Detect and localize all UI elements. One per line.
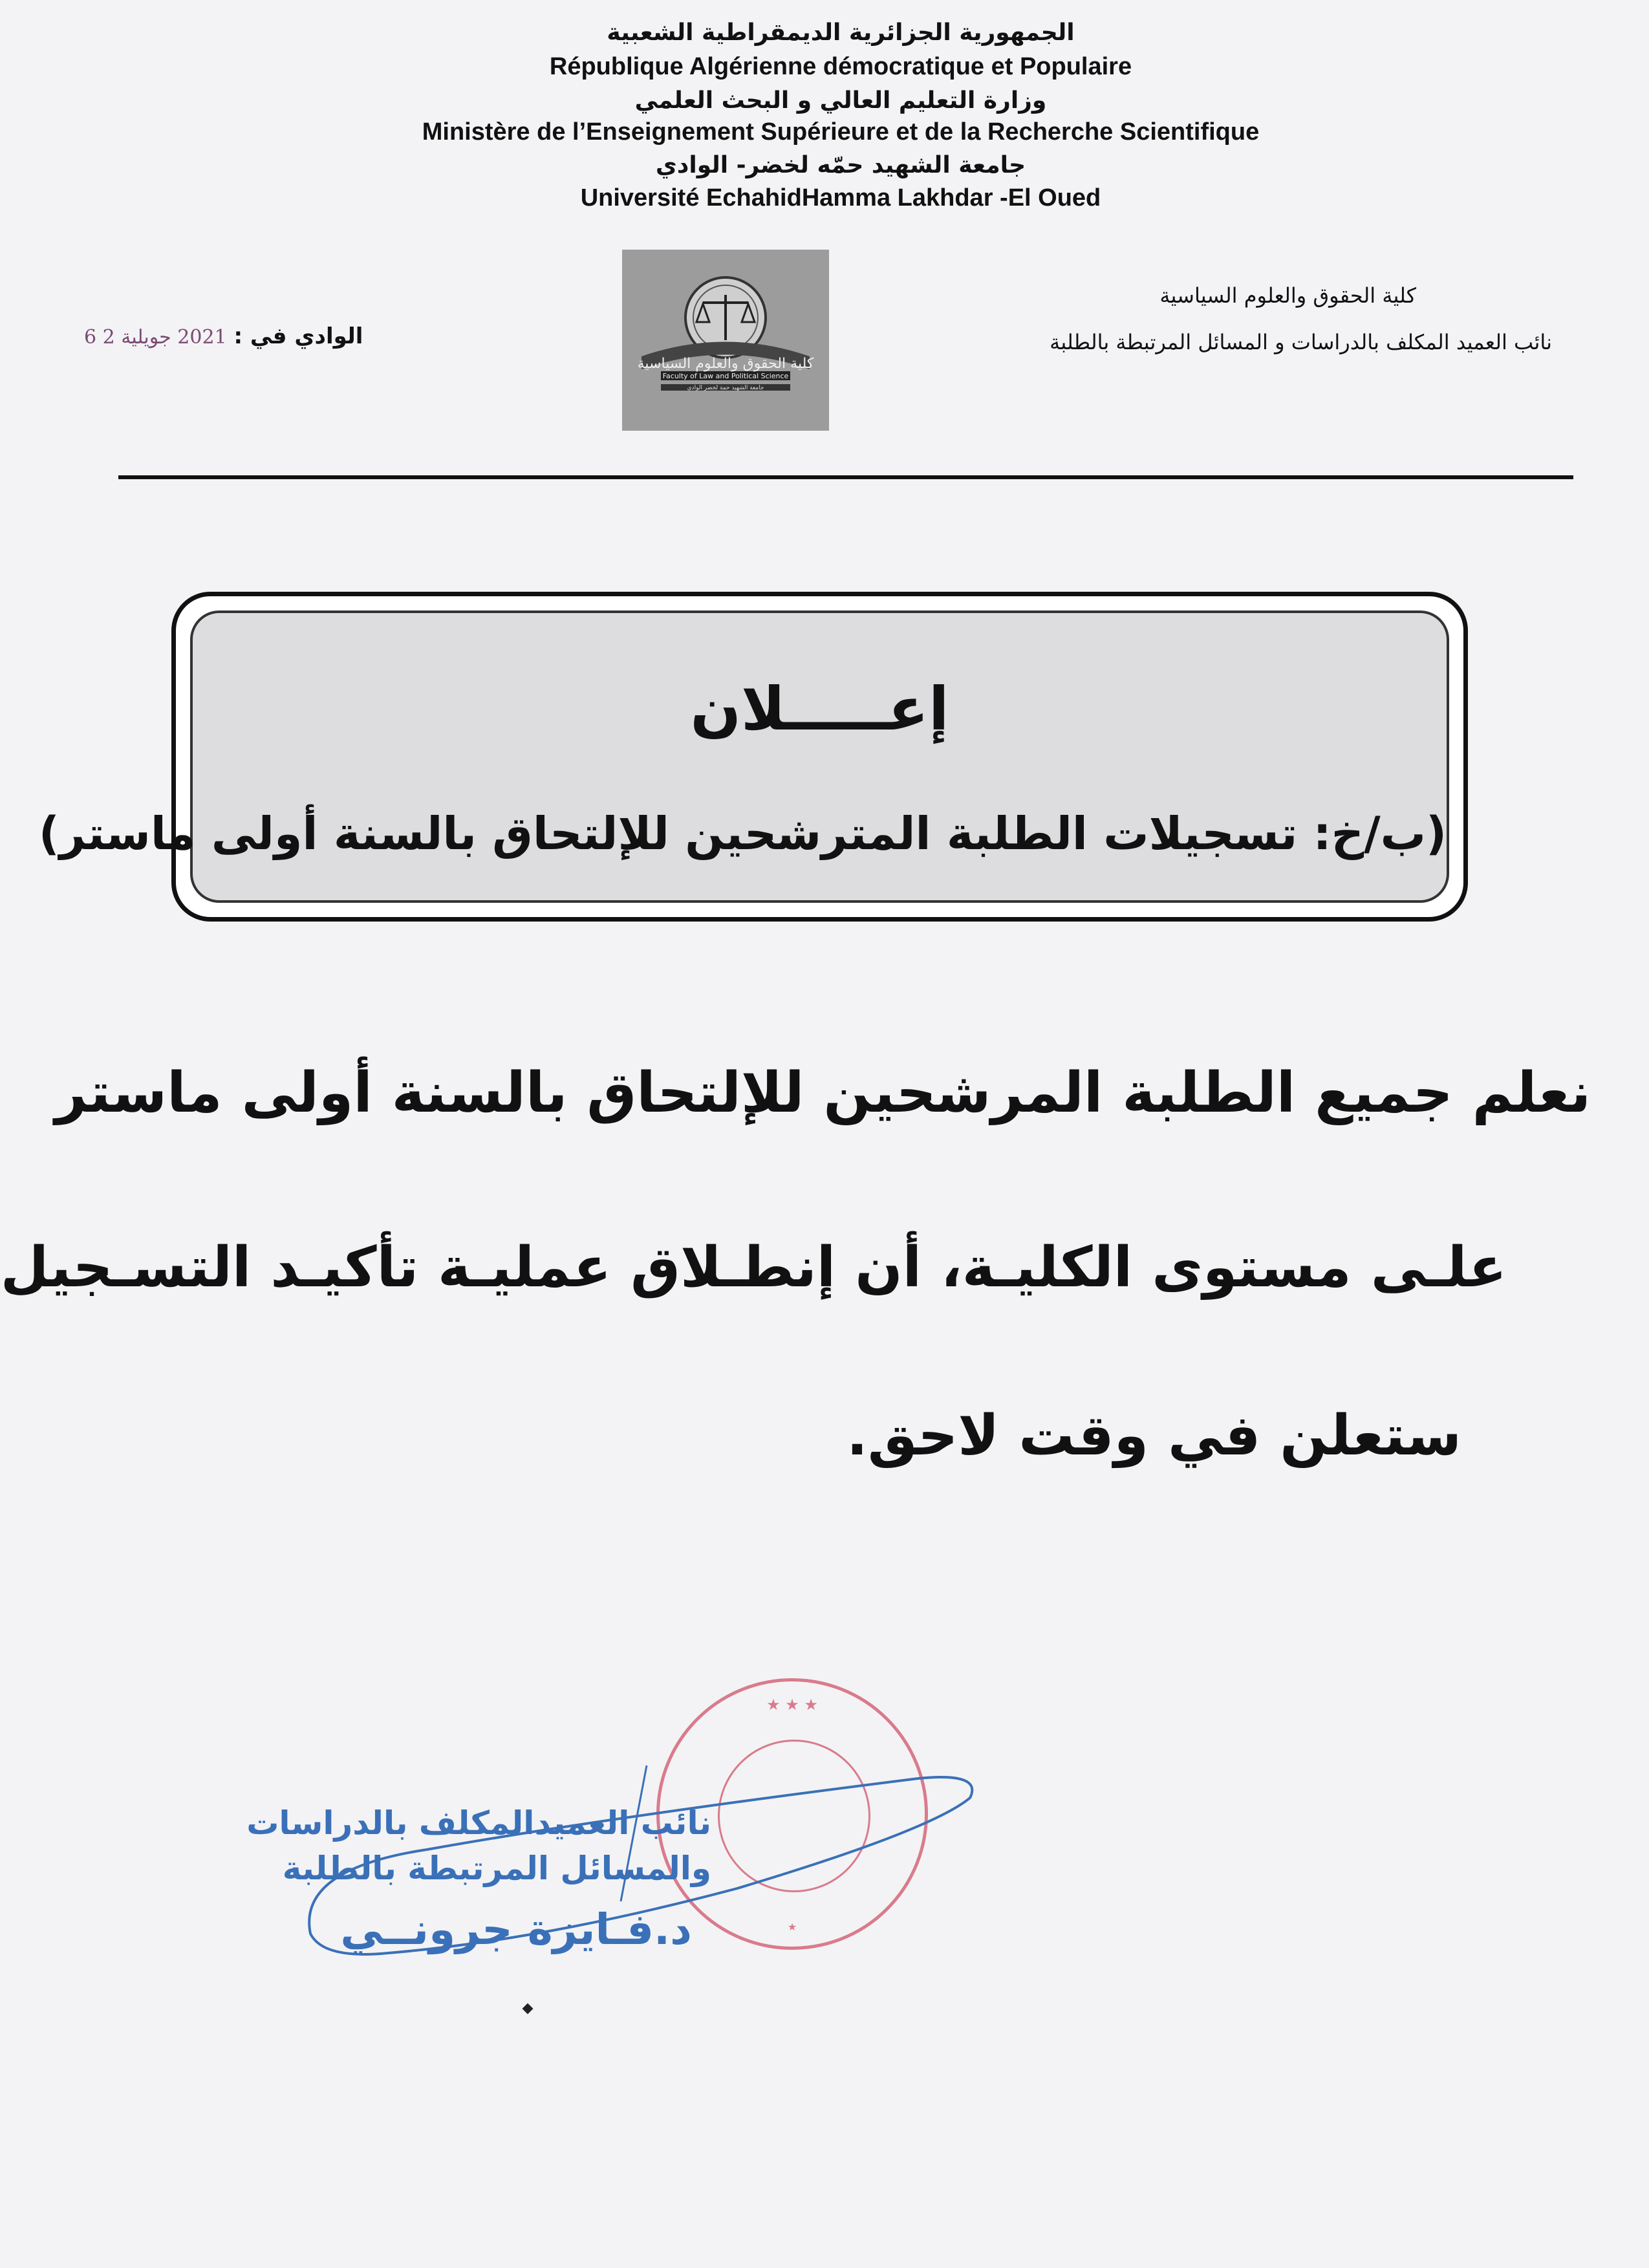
header-ministry-ar: وزارة التعليم العالي و البحث العلمي — [634, 87, 1047, 114]
logo-text-ar: كلية الحقوق والعلوم السياسية — [637, 356, 814, 372]
date-value: 2021 جويلية 2 6 — [84, 326, 227, 349]
logo-text-en: Faculty of Law and Political Science — [662, 372, 789, 380]
body-line-1: نعلم جميع الطلبة المرشحين للإلتحاق بالسنة أولى ماستر — [54, 1061, 1591, 1125]
notice-subtitle: (ب/خ: تسجيلات الطلبة المترشحين للإلتحاق بالسنة أولى ماستر) — [38, 807, 1447, 860]
signature-name: د.فـايزة جرونــي — [340, 1905, 692, 1954]
signature-title-line1: نائب العميدالمكلف بالدراسات — [246, 1804, 711, 1842]
header-ministry-fr: Ministère de l’Enseignement Supérieure et de la Recherche Scientifique — [422, 118, 1260, 146]
signature-title-line2: والمسائل المرتبطة بالطلبة — [282, 1850, 711, 1887]
header-university-ar: جامعة الشهيد حمّه لخضر- الوادي — [655, 152, 1026, 178]
body-line-3: ستعلن في وقت لاحق. — [846, 1403, 1461, 1468]
ink-dot — [523, 2003, 534, 2014]
date-label: الوادي في : — [233, 323, 363, 349]
official-stamp: ★ ★ ★ ★ — [656, 1678, 928, 1950]
logo-subtext: جامعة الشهيد حمة لخضر الوادي — [687, 385, 764, 391]
notice-title: إعـــــلان — [690, 675, 949, 744]
notice-box — [38, 592, 1468, 922]
faculty-logo — [622, 250, 829, 431]
faculty-name: كلية الحقوق والعلوم السياسية — [1159, 283, 1416, 308]
date-line — [84, 323, 420, 349]
header-university-fr: Université EchahidHamma Lakhdar -El Oued — [580, 184, 1101, 211]
header-republic-fr: République Algérienne démocratique et Populaire — [549, 53, 1132, 80]
header-republic-ar: الجمهورية الجزائرية الديمقراطية الشعبية — [607, 19, 1075, 46]
notice-inner-frame — [38, 610, 1449, 903]
header-divider — [118, 475, 1573, 479]
faculty-office: نائب العميد المكلف بالدراسات و المسائل المرتبطة بالطلبة — [1050, 330, 1552, 354]
body-line-2: علـى مستوى الكليـة، أن إنطـلاق عمليـة تأكيـد التسـجيل — [0, 1235, 1507, 1300]
